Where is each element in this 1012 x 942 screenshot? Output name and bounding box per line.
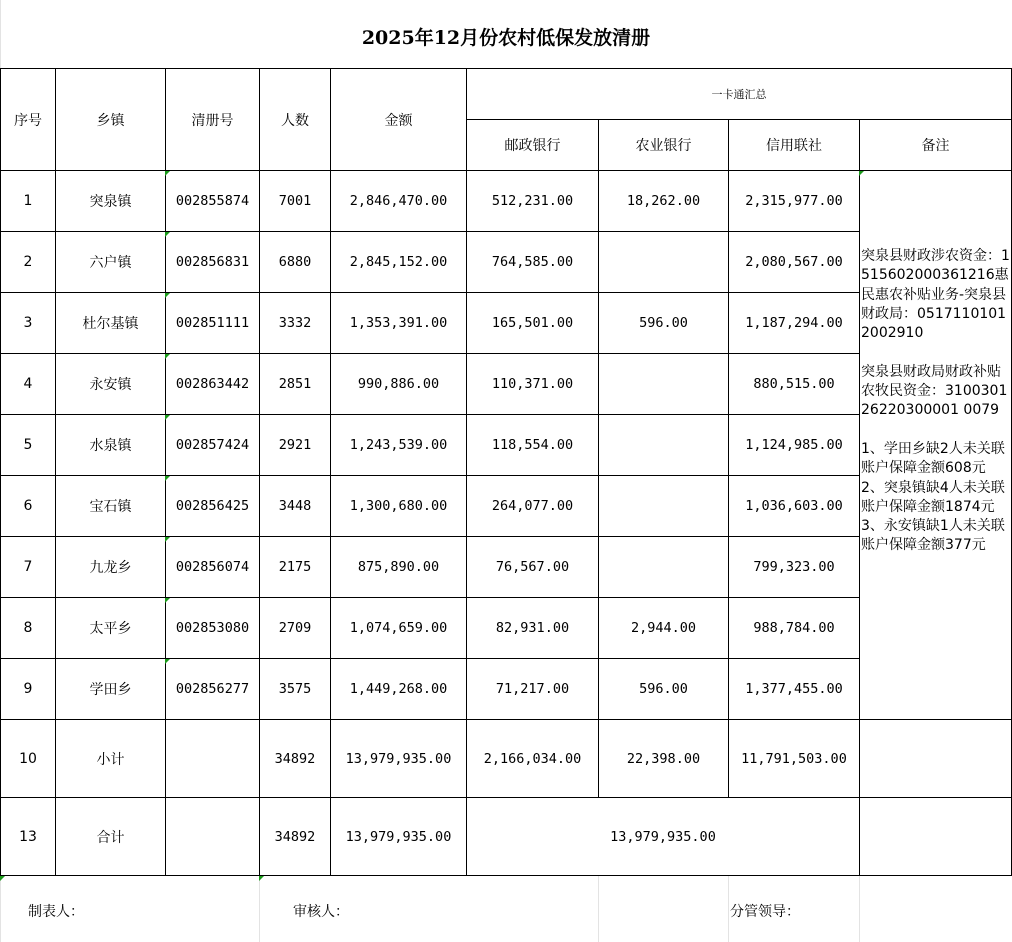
comment-marker [165, 293, 170, 298]
cell-amount: 2,845,152.00 [330, 231, 467, 293]
cell-seq: 5 [0, 414, 56, 476]
cell-town: 宝石镇 [55, 475, 166, 537]
subtotal-agri: 22,398.00 [598, 719, 729, 798]
cell-agri: 18,262.00 [598, 170, 729, 232]
cell-amount: 1,300,680.00 [330, 475, 467, 537]
cell-amount: 875,890.00 [330, 536, 467, 598]
cell-postal: 118,554.00 [466, 414, 599, 476]
cell-people: 3332 [259, 292, 331, 354]
cell-agri: 596.00 [598, 658, 729, 720]
cell-register-no: 002857424 [165, 414, 260, 476]
comment-marker [165, 415, 170, 420]
cell-credit: 1,036,603.00 [728, 475, 860, 537]
cell-town: 九龙乡 [55, 536, 166, 598]
cell-amount: 1,074,659.00 [330, 597, 467, 659]
subtotal-amount: 13,979,935.00 [330, 719, 467, 798]
cell-register-no: 002856277 [165, 658, 260, 720]
header-agri-bank: 农业银行 [598, 119, 729, 171]
cell-seq: 8 [0, 597, 56, 659]
cell-agri [598, 353, 729, 415]
cell-town: 突泉镇 [55, 170, 166, 232]
leader-label: 分管领导： [730, 904, 800, 920]
cell-credit: 2,315,977.00 [728, 170, 860, 232]
subtotal-credit: 11,791,503.00 [728, 719, 860, 798]
cell-seq: 3 [0, 292, 56, 354]
header-postal-bank: 邮政银行 [466, 119, 599, 171]
header-register-no: 清册号 [165, 68, 260, 171]
header-seq: 序号 [0, 68, 56, 171]
cell-postal: 512,231.00 [466, 170, 599, 232]
header-town: 乡镇 [55, 68, 166, 171]
cell-people: 3448 [259, 475, 331, 537]
comment-marker [859, 171, 864, 176]
cell-amount: 2,846,470.00 [330, 170, 467, 232]
header-card-summary: 一卡通汇总 [466, 68, 1012, 120]
cell-postal: 82,931.00 [466, 597, 599, 659]
cell-credit: 880,515.00 [728, 353, 860, 415]
cell-amount: 1,449,268.00 [330, 658, 467, 720]
total-amount: 13,979,935.00 [330, 797, 467, 876]
comment-marker [165, 476, 170, 481]
cell-people: 7001 [259, 170, 331, 232]
cell-register-no: 002856831 [165, 231, 260, 293]
cell-town: 太平乡 [55, 597, 166, 659]
comment-marker [165, 232, 170, 237]
cell-register-no: 002863442 [165, 353, 260, 415]
cell-postal: 110,371.00 [466, 353, 599, 415]
cell-town: 永安镇 [55, 353, 166, 415]
cell-seq: 1 [0, 170, 56, 232]
cell-credit: 988,784.00 [728, 597, 860, 659]
cell-credit: 1,187,294.00 [728, 292, 860, 354]
preparer-label: 制表人： [28, 904, 84, 920]
cell-agri: 2,944.00 [598, 597, 729, 659]
cell-register-no: 002853080 [165, 597, 260, 659]
cell-credit: 799,323.00 [728, 536, 860, 598]
cell-agri [598, 231, 729, 293]
total-remarks [859, 797, 1012, 876]
cell-people: 2175 [259, 536, 331, 598]
cell-register-no: 002855874 [165, 170, 260, 232]
cell-seq: 6 [0, 475, 56, 537]
cell-seq: 4 [0, 353, 56, 415]
cell-register-no: 002856074 [165, 536, 260, 598]
cell-credit: 2,080,567.00 [728, 231, 860, 293]
cell-town: 杜尔基镇 [55, 292, 166, 354]
cell-credit: 1,124,985.00 [728, 414, 860, 476]
header-credit-union: 信用联社 [728, 119, 860, 171]
subtotal-postal: 2,166,034.00 [466, 719, 599, 798]
total-people: 34892 [259, 797, 331, 876]
page-title: 2025年12月份农村低保发放清册 [361, 26, 651, 49]
total-seq: 13 [0, 797, 56, 876]
cell-seq: 7 [0, 536, 56, 598]
cell-amount: 1,353,391.00 [330, 292, 467, 354]
header-people: 人数 [259, 68, 331, 171]
comment-marker [165, 598, 170, 603]
cell-people: 3575 [259, 658, 331, 720]
subtotal-remarks [859, 719, 1012, 798]
cell-town: 六户镇 [55, 231, 166, 293]
comment-marker [0, 876, 5, 881]
cell-amount: 1,243,539.00 [330, 414, 467, 476]
total-register-no [165, 797, 260, 876]
comment-marker [165, 537, 170, 542]
cell-people: 2921 [259, 414, 331, 476]
cell-register-no: 002856425 [165, 475, 260, 537]
cell-amount: 990,886.00 [330, 353, 467, 415]
comment-marker [259, 876, 264, 881]
header-amount: 金额 [330, 68, 467, 171]
comment-marker [165, 659, 170, 664]
subtotal-label: 小计 [55, 719, 166, 798]
cell-postal: 764,585.00 [466, 231, 599, 293]
cell-postal: 71,217.00 [466, 658, 599, 720]
total-label: 合计 [55, 797, 166, 876]
reviewer-label: 审核人： [293, 904, 349, 920]
subtotal-register-no [165, 719, 260, 798]
cell-agri [598, 414, 729, 476]
cell-seq: 2 [0, 231, 56, 293]
cell-people: 2709 [259, 597, 331, 659]
subtotal-people: 34892 [259, 719, 331, 798]
cell-agri: 596.00 [598, 292, 729, 354]
cell-agri [598, 536, 729, 598]
cell-credit: 1,377,455.00 [728, 658, 860, 720]
cell-town: 学田乡 [55, 658, 166, 720]
subtotal-seq: 10 [0, 719, 56, 798]
cell-agri [598, 475, 729, 537]
comment-marker [165, 171, 170, 176]
cell-postal: 76,567.00 [466, 536, 599, 598]
cell-postal: 165,501.00 [466, 292, 599, 354]
cell-people: 6880 [259, 231, 331, 293]
cell-town: 水泉镇 [55, 414, 166, 476]
cell-seq: 9 [0, 658, 56, 720]
remarks-text: 突泉县财政涉农资金：1515602000361216惠民惠农补贴业务-突泉县财政局：05171101012002910 突泉县财政局财政补贴农牧民资金：310030126220300001 0079 1、学田乡缺2人未关联账户保障金额608元 2、突泉镇缺4人未关联账户保障金额1874元 3、永安镇缺1人未关联账户保障金额377元 [861, 248, 1010, 554]
header-remarks: 备注 [859, 119, 1012, 171]
comment-marker [165, 354, 170, 359]
cell-register-no: 002851111 [165, 292, 260, 354]
cell-people: 2851 [259, 353, 331, 415]
total-card-sum: 13,979,935.00 [466, 797, 860, 876]
cell-postal: 264,077.00 [466, 475, 599, 537]
